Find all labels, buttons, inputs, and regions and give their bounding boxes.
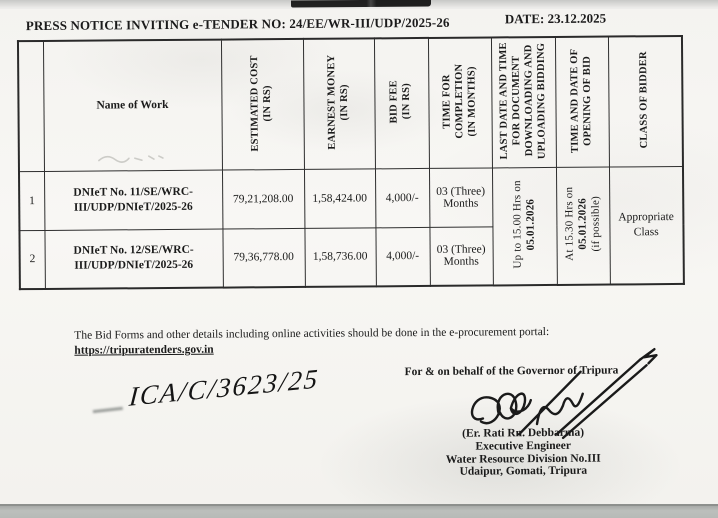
cell-estimated-cost-2: 79,36,778.00 — [222, 228, 304, 288]
signatory-name: (Er. Rati Rn. Debbarma) — [462, 426, 585, 440]
header-estimated-cost-text: ESTIMATED COST (IN RS) — [249, 54, 274, 152]
cell-completion-2: 03 (Three) Months — [429, 226, 492, 285]
header-opening-text: TIME AND DATE OF OPENING OF BID — [568, 48, 594, 153]
header-time-for-completion-text: TIME FOR COMPLETION (IN MONTHS) — [440, 63, 478, 139]
cell-serial-1: 1 — [19, 171, 44, 230]
notice-date: DATE: 23.12.2025 — [504, 10, 607, 27]
header-class-of-bidder — [608, 36, 683, 167]
signatory-designation: Executive Engineer — [475, 439, 571, 453]
header-opening — [555, 37, 609, 167]
opening-text — [563, 187, 603, 261]
cell-work-1: DNIeT No. 11/SE/WRC- III/UDP/DNIeT/2025-26 — [44, 170, 222, 230]
cell-estimated-cost-1: 79,21,208.00 — [222, 169, 304, 229]
opening-line1: At 15.30 Hrs on — [562, 187, 576, 262]
cell-serial-2: 2 — [19, 230, 44, 289]
header-last-date — [491, 37, 556, 167]
header-bid-fee-text: BID FEE (IN RS) — [388, 80, 413, 124]
table-row-1 — [19, 166, 683, 230]
header-serial — [18, 41, 44, 171]
notice-title: PRESS NOTICE INVITING e-TENDER NO: 24/EE/WR-III/UDP/2025-26 — [25, 14, 450, 34]
cell-opening-merged — [556, 167, 610, 285]
cell-earnest-money-2: 1,58,736.00 — [304, 227, 375, 287]
handwritten-reference: ICA/C/3623/25 — [127, 363, 321, 412]
cell-completion-1: 03 (Three) Months — [429, 167, 492, 226]
last-date-text — [511, 180, 538, 268]
cell-bid-fee-1: 4,000/- — [375, 168, 429, 227]
signatory-office: Water Resource Division No.III — [445, 452, 601, 466]
cell-earnest-money-1: 1,58,424.00 — [304, 168, 375, 228]
last-date-line2: 05.01.2026 — [524, 198, 537, 251]
opening-line3: (if possible) — [589, 196, 602, 252]
header-earnest-money-text: EARNEST MONEY (IN RS) — [325, 54, 351, 150]
header-class-of-bidder-text: CLASS OF BIDDER — [638, 51, 651, 149]
cell-bid-fee-2: 4,000/- — [375, 227, 429, 286]
handwriting-dash — [93, 407, 123, 413]
signatory-block — [407, 426, 639, 479]
bid-forms-note: The Bid Forms and other details including online activities should be done in the e-procurement portal: — [74, 326, 550, 342]
opening-line2: 05.01.2026 — [576, 198, 589, 250]
pencil-smudge — [95, 151, 185, 166]
header-last-date-text: LAST DATE AND TIME FOR DOCUMENT DOWNLOADING AND UPLOADING BIDDING — [497, 42, 548, 160]
header-bid-fee — [374, 38, 429, 168]
cell-class-merged: Appropriate Class — [609, 166, 684, 285]
scan-artifact-smudge — [291, 0, 431, 7]
on-behalf-line: For & on behalf of the Governor of Tripura — [404, 364, 619, 379]
scanner-bottom-strip — [0, 504, 718, 518]
last-date-line1: Up to 15.00 Hrs on — [510, 180, 524, 269]
cell-work-2: DNIeT No. 12/SE/WRC- III/UDP/DNIeT/2025-26 — [44, 229, 222, 289]
signatory-location: Udaipur, Gomati, Tripura — [459, 465, 588, 479]
header-estimated-cost — [221, 39, 304, 170]
portal-url: https://tripuratenders.gov.in — [74, 343, 214, 357]
header-time-for-completion — [428, 37, 492, 167]
cell-last-date-merged — [492, 167, 557, 285]
header-earnest-money — [303, 38, 375, 169]
header-name-of-work: Name of Work — [43, 40, 222, 171]
